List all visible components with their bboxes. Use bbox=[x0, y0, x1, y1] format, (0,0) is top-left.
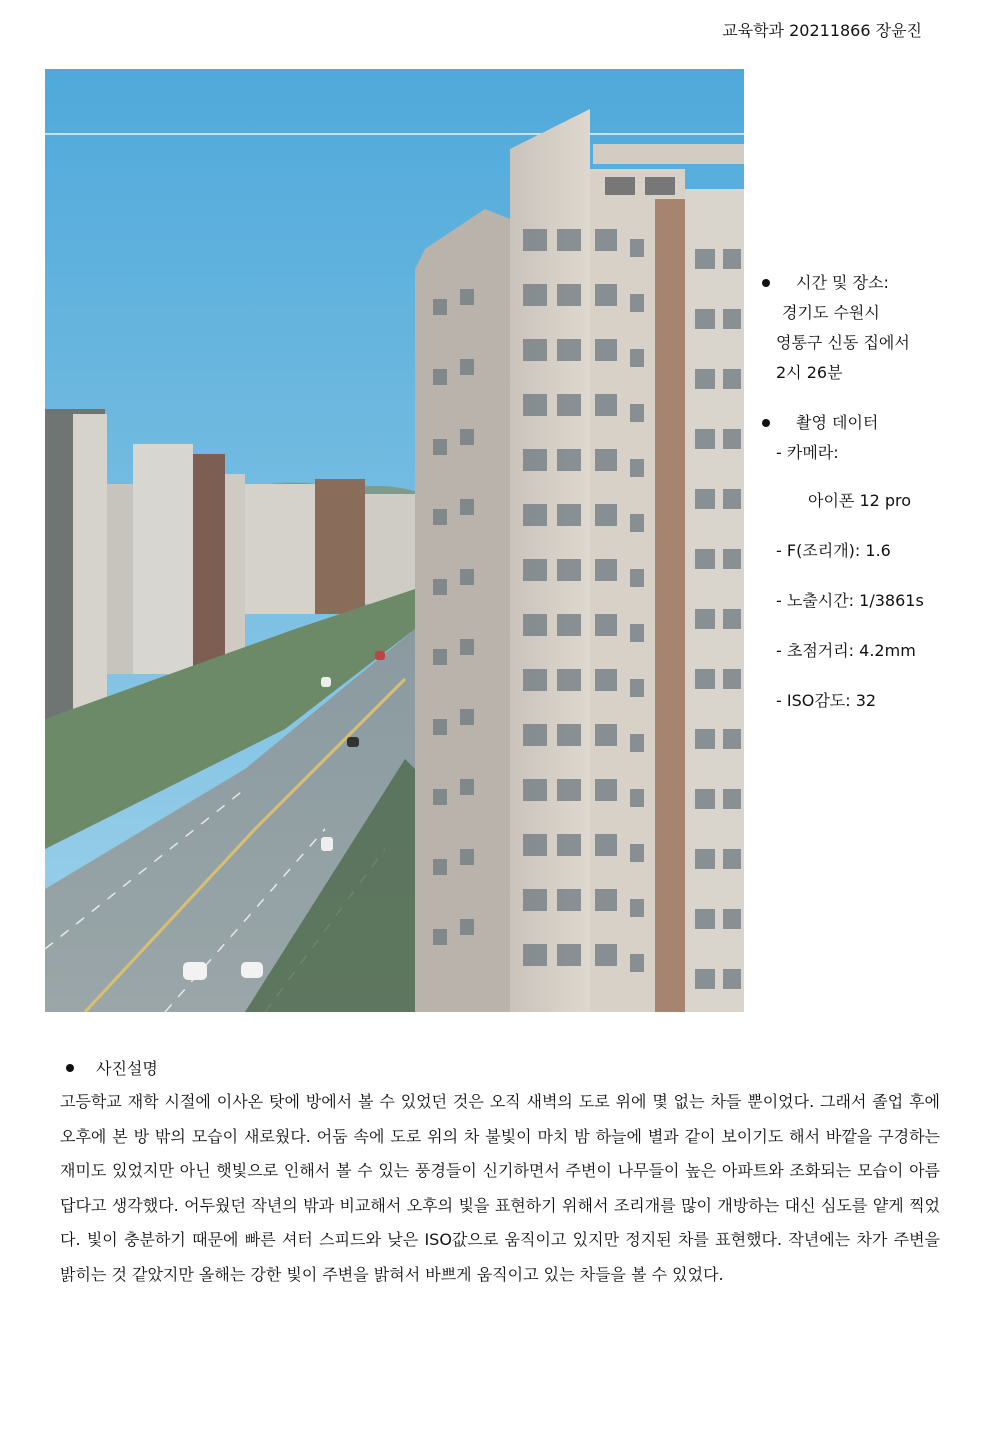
photo-description bbox=[60, 1056, 940, 1292]
shutter-value: - 노출시간: 1/3861s bbox=[776, 591, 924, 610]
time-value: 2시 26분 bbox=[776, 363, 843, 382]
iso-value: - ISO감도: 32 bbox=[776, 691, 877, 710]
bullet-icon bbox=[66, 1064, 74, 1072]
description-heading bbox=[60, 1056, 940, 1079]
apartment-photo bbox=[45, 69, 744, 1012]
page-header: 교육학과 20211866 장윤진 bbox=[722, 21, 922, 40]
camera-value: 아이폰 12 pro bbox=[808, 491, 912, 510]
bullet-icon bbox=[762, 419, 770, 427]
description-title: 사진설명 bbox=[96, 1059, 158, 1078]
camera-label: - 카메라: bbox=[776, 443, 839, 462]
photo-info bbox=[760, 268, 990, 716]
place-line-2: 영통구 신동 집에서 bbox=[776, 333, 910, 352]
description-body: 고등학교 재학 시절에 이사온 탓에 방에서 볼 수 있었던 것은 오직 새벽의 도로 위에 몇 없는 차들 뿐이었다. 그래서 졸업 후에 오후에 본 방 밖의 모습이 새로웠다. 어둠 속에 도로 위의 차 불빛이 마치 밤 하늘에 별과 같이 보이기도 해서 바깥을 구경하는 재미도 있었지만 아닌 햇빛으로 인해서 볼 수 있는 풍경들이 신기하면서 주변이 나무들이 높은 아파트와 조화되는 모습이 아름답다고 생각했다. 어두웠던 작년의 밖과 비교해서 오후의 빛을 표현하기 위해서 조리개를 많이 개방하는 대신 심도를 얕게 찍었다. 빛이 충분하기 때문에 빠른 셔터 스피드와 낮은 ISO값으로 움직이고 있지만 정지된 차를 표현했다. 작년에는 차가 주변을 밝히는 것 같았지만 올해는 강한 빛이 주변을 밝혀서 바쁘게 움직이고 있는 차들을 볼 수 있었다. bbox=[60, 1092, 940, 1284]
time-place-heading bbox=[760, 268, 990, 298]
time-place-label: 시간 및 장소: bbox=[796, 273, 889, 292]
data-heading bbox=[760, 408, 990, 438]
bullet-icon bbox=[762, 279, 770, 287]
place-line-1: 경기도 수원시 bbox=[782, 303, 880, 322]
focal-length-value: - 초점거리: 4.2mm bbox=[776, 641, 916, 660]
aperture-value: - F(조리개): 1.6 bbox=[776, 541, 891, 560]
data-label: 촬영 데이터 bbox=[796, 413, 879, 432]
